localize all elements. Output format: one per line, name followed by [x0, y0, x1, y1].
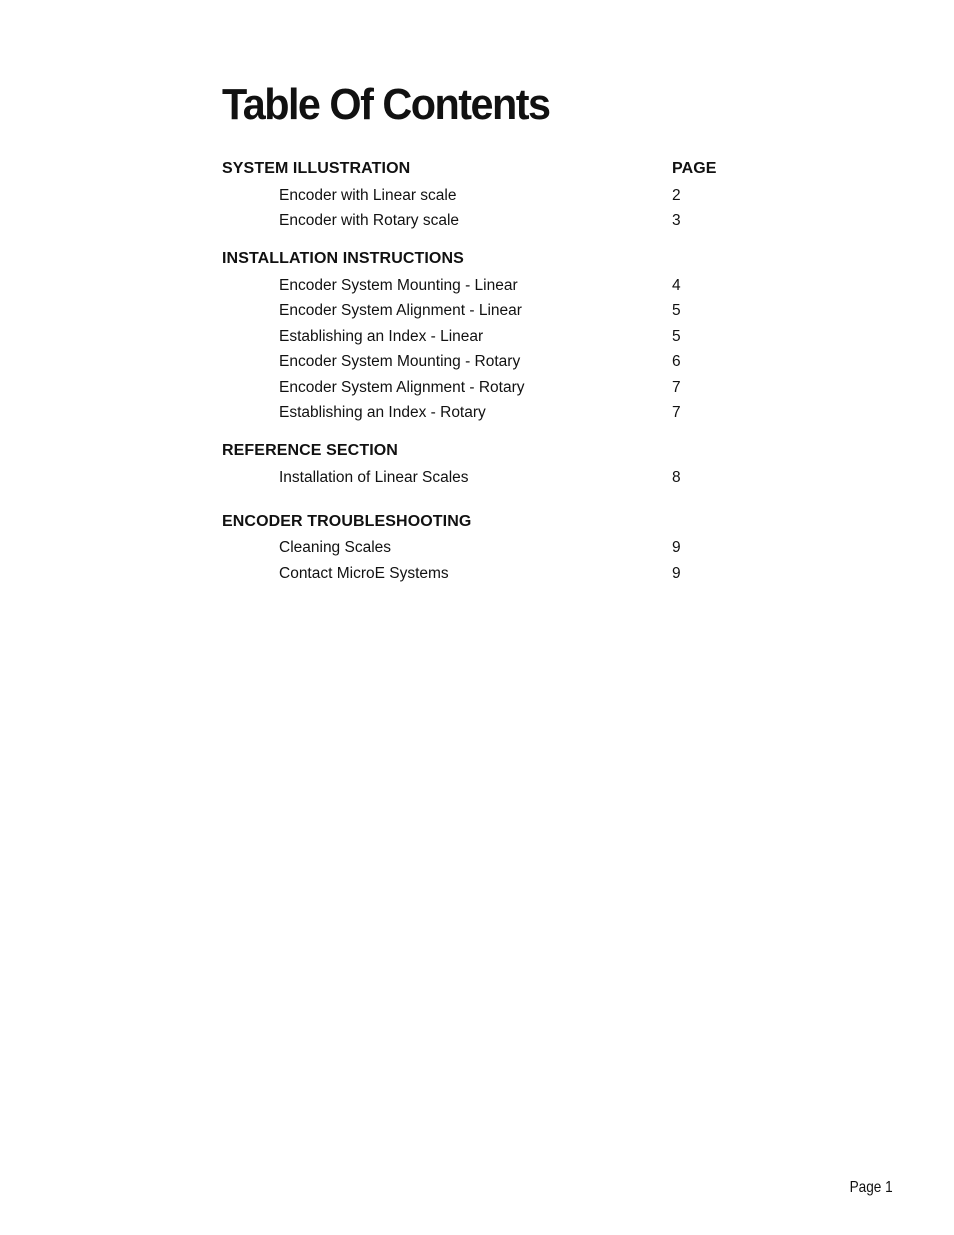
page-column-header: PAGE: [672, 160, 717, 177]
toc-entry-page: 9: [672, 565, 681, 582]
toc-entry-page: 2: [672, 187, 681, 204]
section-heading-installation-instructions: INSTALLATION INSTRUCTIONS: [222, 250, 464, 267]
toc-entry-page: 7: [672, 404, 681, 421]
toc-entry-page: 5: [672, 302, 681, 319]
toc-entry-label[interactable]: Cleaning Scales: [279, 539, 392, 556]
toc-entry-label[interactable]: Encoder System Alignment - Linear: [279, 302, 522, 319]
toc-entry-page: 6: [672, 353, 681, 370]
toc-entry-label[interactable]: Encoder with Rotary scale: [279, 212, 460, 229]
page-title: Table Of Contents: [222, 80, 550, 129]
toc-entry-page: 7: [672, 379, 681, 396]
page-number: Page 1: [849, 1179, 893, 1196]
toc-entry-label[interactable]: Encoder System Mounting - Rotary: [279, 353, 521, 370]
section-heading-reference-section: REFERENCE SECTION: [222, 442, 398, 459]
toc-entry-label[interactable]: Encoder System Alignment - Rotary: [279, 379, 525, 396]
toc-entry-page: 5: [672, 328, 681, 345]
toc-entry-page: 3: [672, 212, 681, 229]
toc-entry-label[interactable]: Encoder with Linear scale: [279, 187, 457, 204]
toc-entry-label[interactable]: Establishing an Index - Linear: [279, 328, 484, 345]
section-heading-system-illustration: SYSTEM ILLUSTRATION: [222, 160, 411, 177]
toc-entry-label[interactable]: Encoder System Mounting - Linear: [279, 277, 518, 294]
toc-entry-page: 9: [672, 539, 681, 556]
toc-entry-label[interactable]: Establishing an Index - Rotary: [279, 404, 486, 421]
toc-entry-label[interactable]: Contact MicroE Systems: [279, 565, 449, 582]
section-heading-encoder-troubleshooting: ENCODER TROUBLESHOOTING: [222, 513, 472, 530]
toc-entry-page: 4: [672, 277, 681, 294]
toc-entry-page: 8: [672, 469, 681, 486]
toc-entry-label[interactable]: Installation of Linear Scales: [279, 469, 469, 486]
